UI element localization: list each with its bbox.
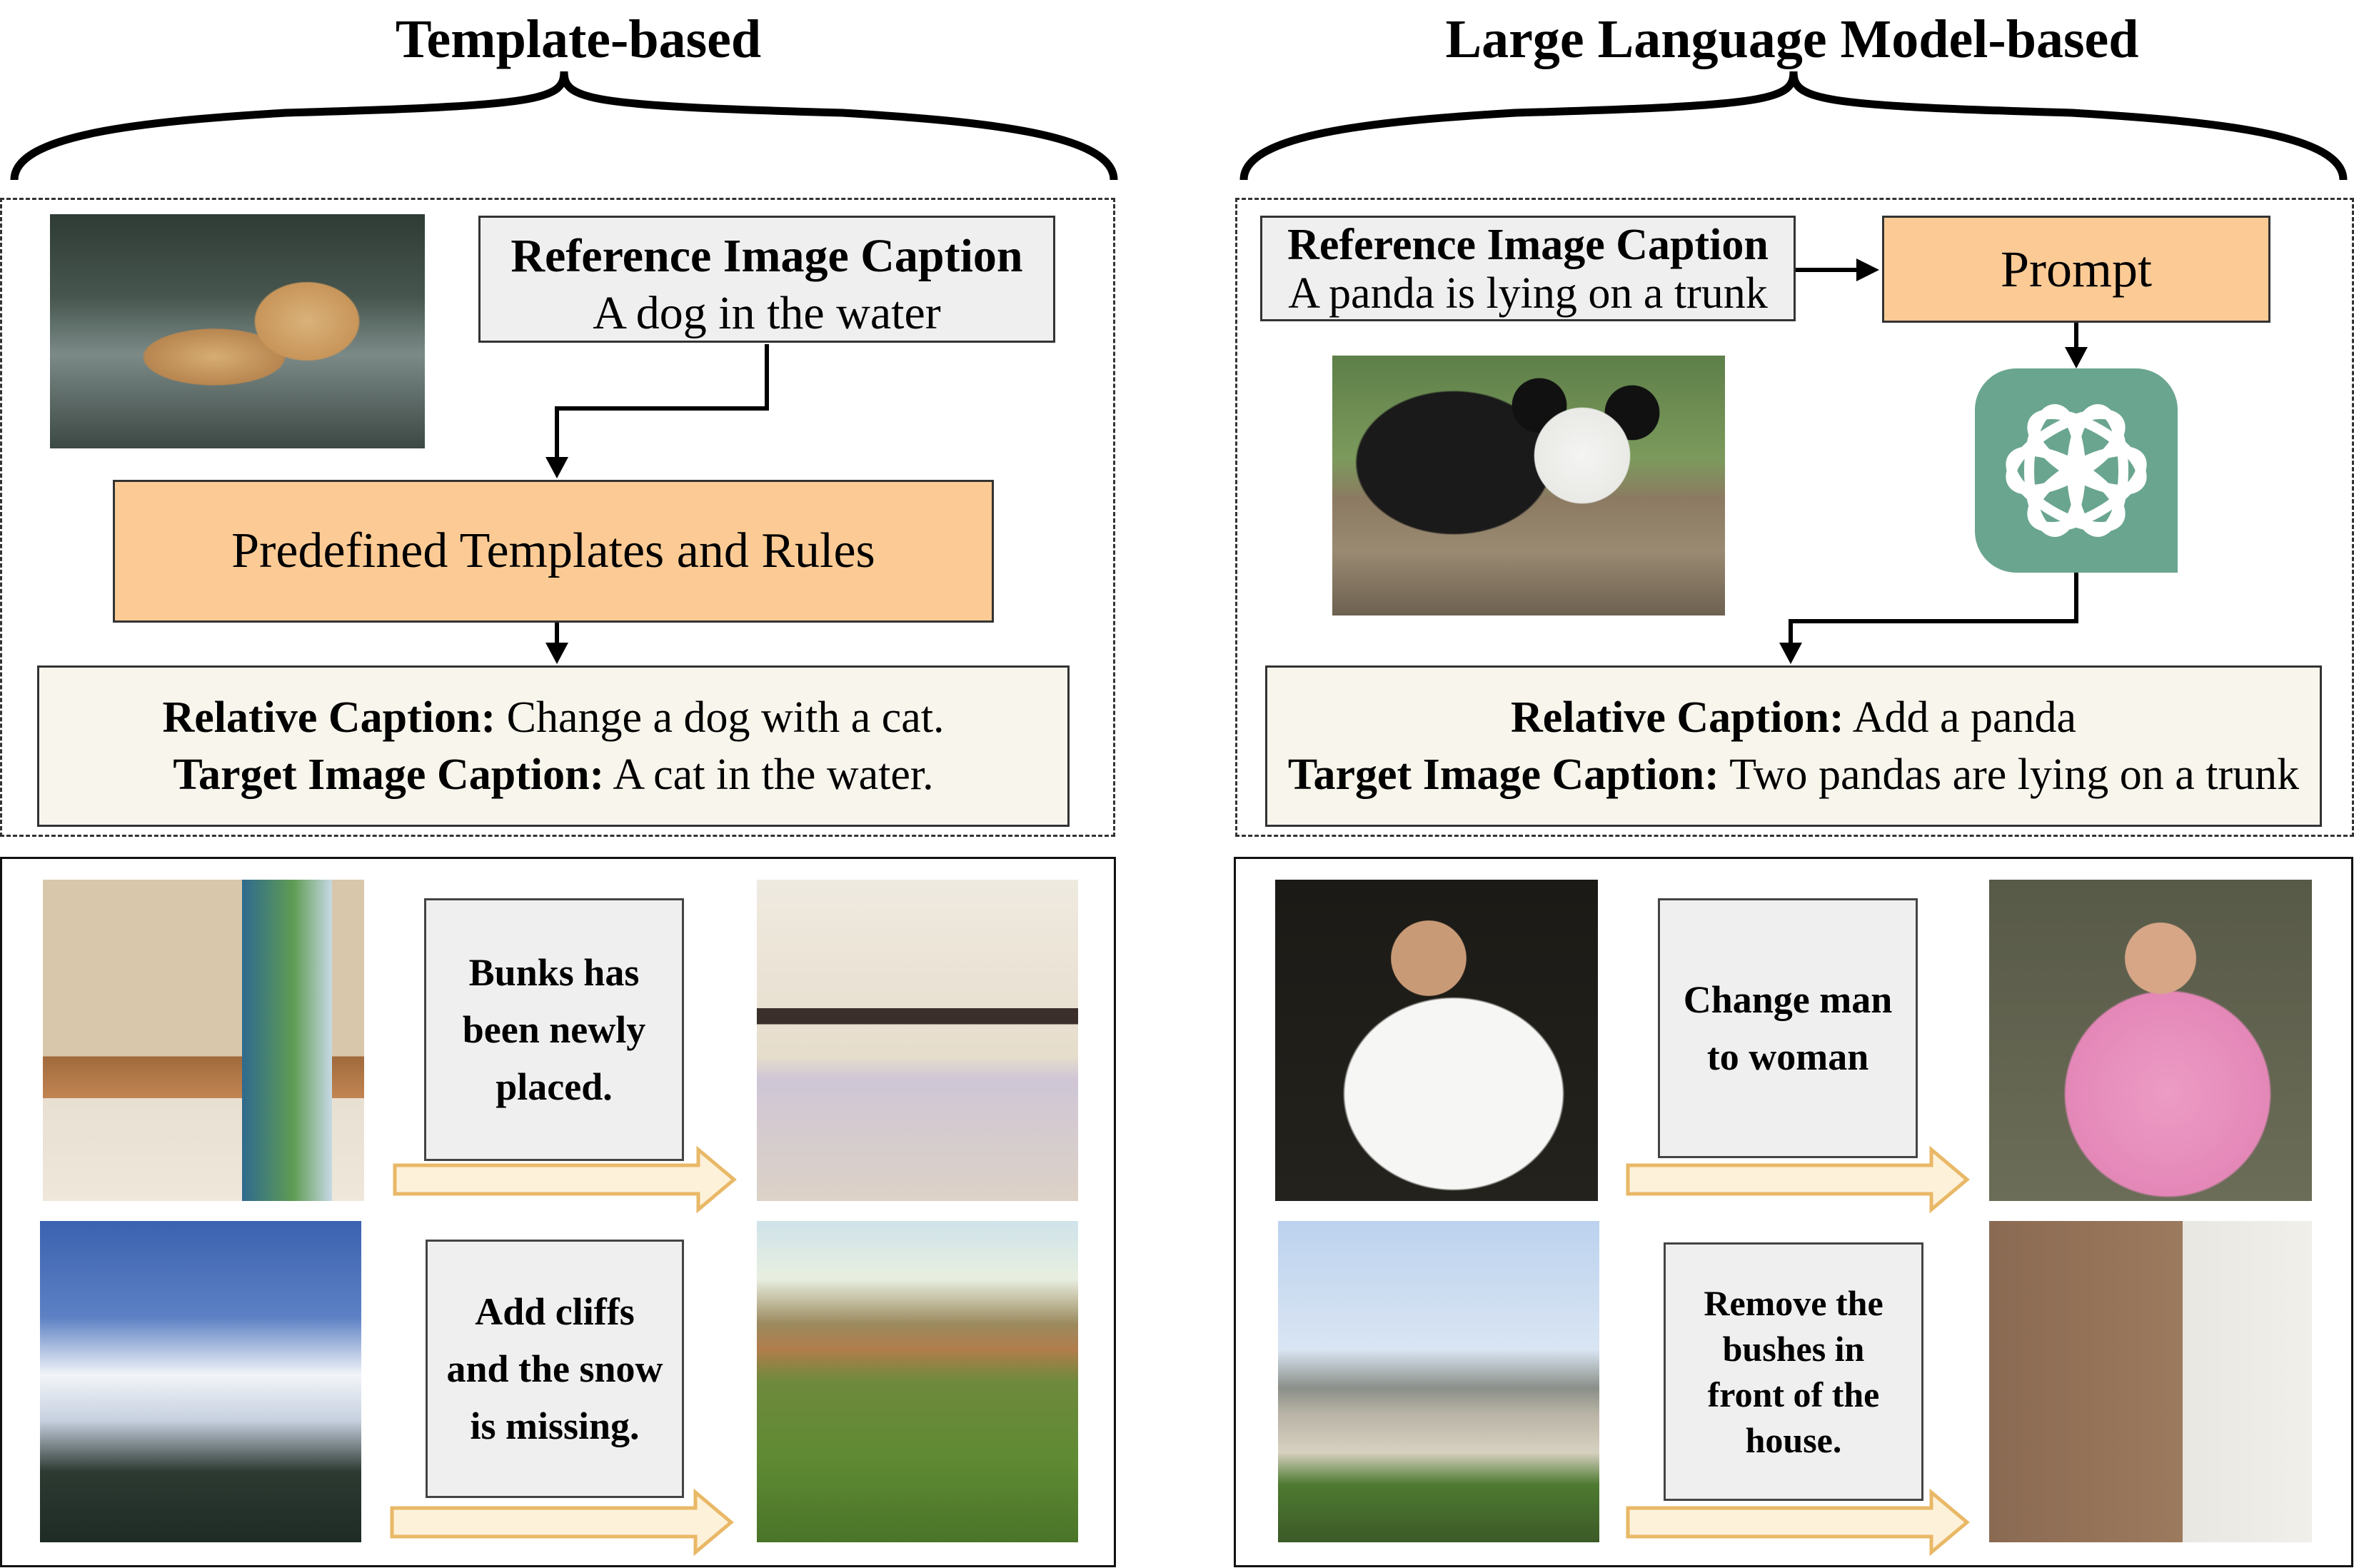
left-result-caption-box — [37, 665, 1070, 827]
left-relative-text: Change a dog with a cat. — [506, 693, 945, 742]
example-caption-card-bushes — [1664, 1242, 1923, 1501]
example-room-before-photo — [43, 880, 364, 1201]
example-house-after-photo — [1989, 1221, 2312, 1542]
example-caption-bushes: Remove the bushes in front of the house. — [1704, 1283, 1883, 1460]
left-panel-title: Template-based — [395, 9, 762, 69]
left-brace — [14, 71, 1114, 180]
predefined-templates-box — [113, 480, 994, 623]
llm-logo-tile — [1975, 368, 2178, 573]
left-reference-title: Reference Image Caption — [510, 230, 1023, 282]
example-caption-card-woman — [1658, 898, 1918, 1158]
example-mountain-before-photo — [40, 1221, 361, 1542]
example-caption-card-bunks — [424, 898, 684, 1161]
example-woman-golfer-photo — [1989, 880, 2312, 1201]
left-target-caption-row — [39, 746, 1067, 803]
predefined-templates-label: Predefined Templates and Rules — [231, 523, 875, 578]
left-reference-caption: A dog in the water — [593, 287, 941, 339]
right-relative-text: Add a panda — [1852, 693, 2077, 742]
example-caption-card-cliffs — [426, 1240, 684, 1498]
example-room-after-photo — [757, 880, 1078, 1201]
panda-on-trunk-photo — [1332, 356, 1725, 615]
right-target-text: Two pandas are lying on a trunk — [1729, 750, 2300, 799]
example-canyon-after-photo — [757, 1221, 1078, 1542]
prompt-box — [1882, 216, 2270, 323]
right-relative-label: Relative Caption: — [1510, 693, 1844, 742]
right-brace — [1244, 71, 2343, 180]
dog-in-water-photo — [50, 214, 425, 448]
right-reference-caption-box — [1260, 216, 1796, 321]
example-caption-bunks: Bunks has been newly placed. — [462, 951, 646, 1108]
left-target-label: Target Image Caption: — [173, 750, 605, 799]
right-panel-title: Large Language Model-based — [1445, 9, 2139, 69]
right-target-label: Target Image Caption: — [1287, 750, 1719, 799]
openai-logo-icon — [1975, 368, 2178, 573]
right-target-caption-row — [1267, 746, 2320, 803]
left-relative-caption-row — [39, 689, 1067, 746]
prompt-label: Prompt — [2000, 241, 2153, 298]
left-relative-label: Relative Caption: — [162, 693, 496, 742]
right-result-caption-box — [1265, 665, 2322, 827]
right-reference-title: Reference Image Caption — [1287, 221, 1769, 269]
right-relative-caption-row — [1267, 689, 2320, 746]
left-target-text: A cat in the water. — [613, 750, 934, 799]
example-caption-woman: Change man to woman — [1683, 978, 1893, 1078]
example-caption-cliffs: Add cliffs and the snow is missing. — [446, 1290, 663, 1447]
left-reference-caption-box — [478, 216, 1055, 343]
right-reference-caption: A panda is lying on a trunk — [1288, 269, 1768, 318]
example-house-before-photo — [1278, 1221, 1599, 1542]
example-man-golfer-photo — [1275, 880, 1598, 1201]
